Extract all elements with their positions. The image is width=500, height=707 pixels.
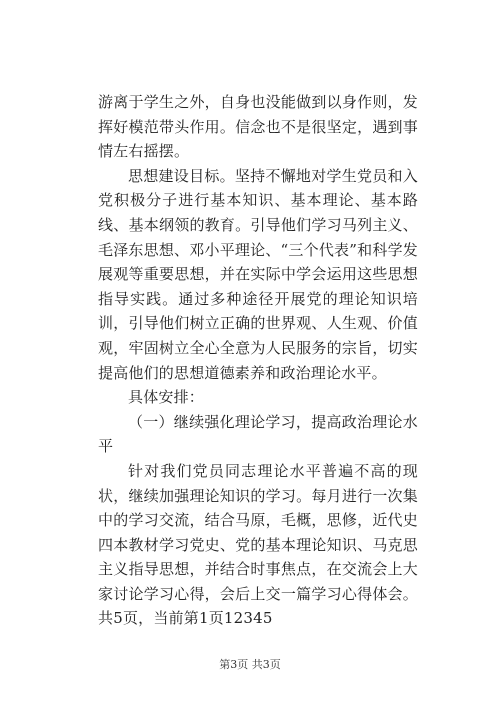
paragraph-4: （一）继续强化理论学习，提高政治理论水平 (98, 412, 418, 456)
document-body (98, 90, 418, 631)
paragraph-1: 游离于学生之外，自身也没能做到以身作则，发挥好模范带头作用。信念也不是很坚定，遇到事情左右摇摆。 (98, 93, 418, 161)
paragraph-3: 具体安排： (128, 388, 205, 407)
paragraph-2: 思想建设目标。坚持不懈地对学生党员和入党积极分子进行基本知识、基本理论、基本路线、基本纲领的教育。引导他们学习马列主义、毛泽东思想、邓小平理论、“三个代表”和科学发展观等重要思想，并在实际中学会运用这些思想指导实践。通过多种途径开展党的理论知识培训，引导他们树立正确的世界观、人生观、价值观，牢固树立全心全意为人民服务的宗旨，切实提高他们的思想道德素养和政治理论水平。 (98, 166, 418, 382)
paragraph-5: 针对我们党员同志理论水平普遍不高的现状，继续加强理论知识的学习。每月进行一次集中的学习交流，结合马原，毛概，思修，近代史四本教材学习党史、党的基本理论知识、马克思主义指导思想，并结合时事焦点，在交流会上大家讨论学习心得，会后上交一篇学习心得体会。共5页，当前第1页12345 (98, 461, 418, 628)
page-footer: 第3页 共3页 (219, 658, 281, 671)
